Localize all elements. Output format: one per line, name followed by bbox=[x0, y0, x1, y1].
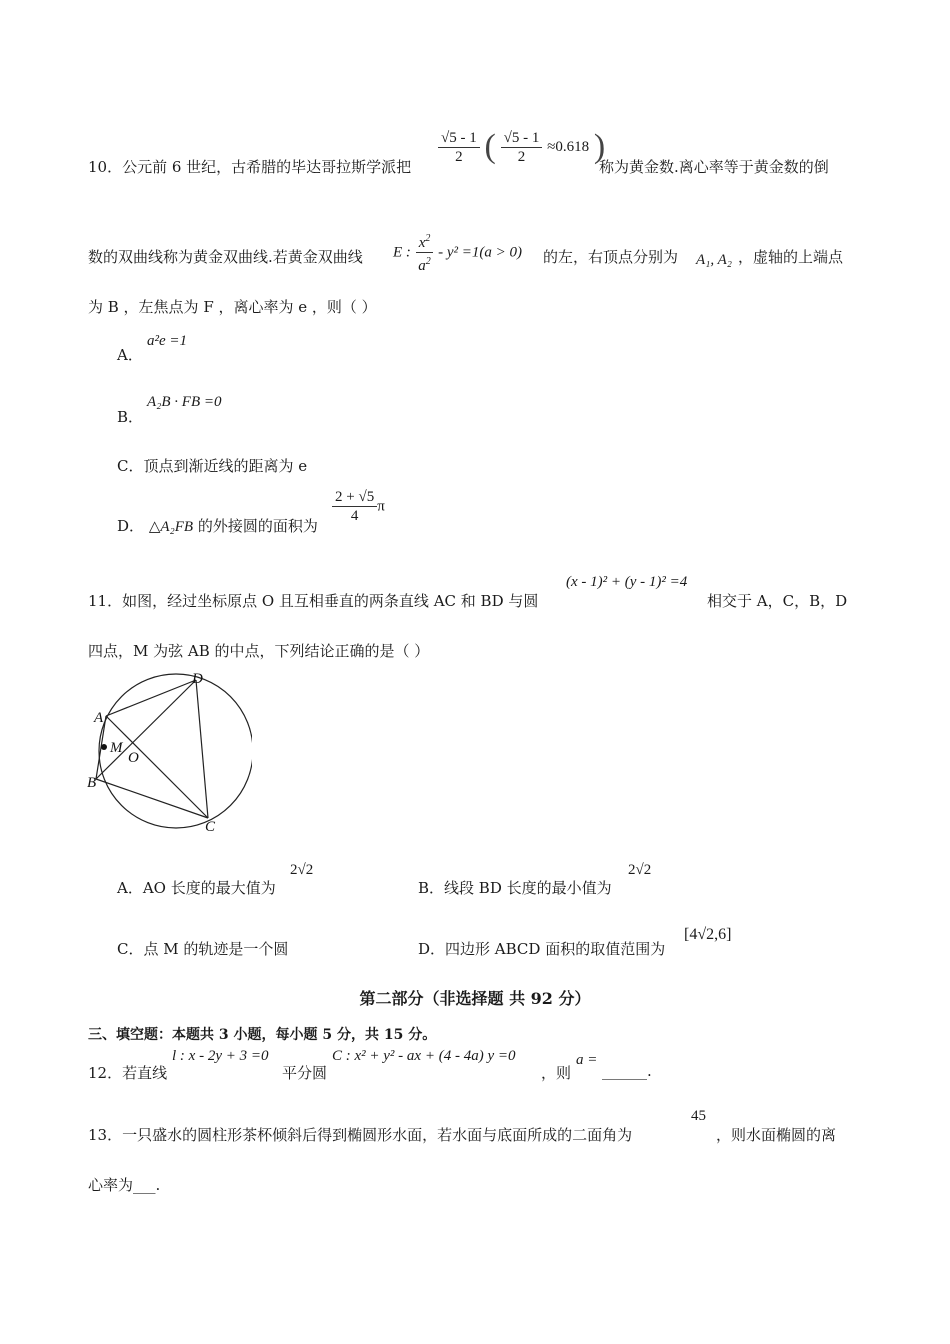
q10-option-d-fraction bbox=[332, 488, 385, 525]
option-label: B． bbox=[117, 408, 144, 426]
option-label: D． bbox=[117, 517, 145, 535]
option-label: A． bbox=[117, 346, 143, 364]
q11-text-1a: 如图，经过坐标原点 O 且互相垂直的两条直线 AC 和 BD 与圆 bbox=[122, 592, 539, 610]
q10-number: 10． bbox=[88, 158, 123, 176]
q12-answer-lhs: a = bbox=[576, 1052, 598, 1068]
q12-line: 12．若直线 bbox=[88, 1064, 168, 1082]
q11-option-b-math: 2√2 bbox=[628, 862, 652, 878]
q10-text-3: 为 B ，左焦点为 F ，离心率为 e ，则（ ） bbox=[88, 298, 377, 316]
q10-option-a-math: a²e =1 bbox=[147, 333, 188, 349]
q11-option-c: C．点 M 的轨迹是一个圆 bbox=[117, 940, 289, 958]
q10-option-b bbox=[117, 406, 143, 427]
label-c: C bbox=[205, 819, 216, 835]
label-a: A bbox=[94, 710, 104, 726]
paren-right: ) bbox=[593, 128, 606, 165]
q10-option-a bbox=[117, 344, 143, 365]
option-text: 顶点到渐近线的距离为 e bbox=[143, 457, 308, 475]
q10-vertices: A₁, A₂ bbox=[696, 252, 732, 268]
line-bd bbox=[96, 680, 196, 779]
hyperbola-fraction: $\frac{x^2}{a^2}$ bbox=[416, 230, 434, 275]
q12-blank: ______. bbox=[602, 1062, 652, 1080]
q11-option-a-math: 2√2 bbox=[290, 862, 314, 878]
label-o: O bbox=[128, 750, 139, 766]
q11-option-d-math: [4√2,6] bbox=[684, 926, 732, 943]
label-d: D bbox=[192, 671, 203, 687]
q12-text-b: 平分圆 bbox=[282, 1064, 328, 1082]
chord-dc bbox=[196, 680, 208, 818]
q12-line-equation: l : x - 2y + 3 =0 bbox=[172, 1048, 269, 1064]
golden-denominator-2: 2 bbox=[517, 148, 526, 165]
q10-text-2a: 数的双曲线称为黄金双曲线.若黄金双曲线 bbox=[88, 248, 363, 266]
golden-fraction-2 bbox=[501, 129, 543, 166]
golden-numerator: √5 - 1 bbox=[438, 129, 480, 148]
frac-numerator: 2 + √5 bbox=[332, 488, 377, 507]
hyperbola-equation bbox=[393, 230, 522, 275]
q13-line2: 心率为___. bbox=[88, 1176, 161, 1194]
q11-text-2: 四点，M 为弦 AB 的中点，下列结论正确的是（ ） bbox=[88, 642, 430, 660]
label-m: M bbox=[110, 740, 123, 756]
golden-denominator: 2 bbox=[455, 148, 463, 165]
golden-approx: ≈0.618 bbox=[547, 139, 590, 155]
q11-option-b: B．线段 BD 长度的最小值为 bbox=[418, 879, 612, 897]
section3-title: 三、填空题：本题共 3 小题，每小题 5 分，共 15 分。 bbox=[88, 1027, 437, 1043]
option-label: C． bbox=[117, 457, 144, 475]
q11-text-1b: 相交于 A，C，B，D bbox=[707, 592, 848, 610]
circle-figure bbox=[84, 668, 252, 836]
paren-left: ( bbox=[484, 128, 496, 165]
golden-numerator-2: √5 - 1 bbox=[501, 129, 543, 148]
q11-option-d: D．四边形 ABCD 面积的取值范围为 bbox=[418, 940, 666, 958]
hyperbola-lhs: E : bbox=[393, 244, 411, 261]
q11-option-a: A．AO 长度的最大值为 bbox=[117, 879, 276, 897]
q10-text-2b: 的左，右顶点分别为 bbox=[543, 248, 679, 266]
label-b: B bbox=[87, 775, 97, 791]
option-text: 的外接圆的面积为 bbox=[197, 517, 318, 535]
q10-text-1b: 称为黄金数.离心率等于黄金数的倒 bbox=[599, 158, 829, 176]
q11-circle-equation: (x - 1)² + (y - 1)² =4 bbox=[566, 574, 688, 590]
q10-option-b-math: A₂B · FB =0 bbox=[147, 394, 222, 410]
q10-option-c bbox=[117, 455, 307, 476]
pi-symbol: π bbox=[377, 498, 385, 515]
point-m bbox=[101, 744, 107, 750]
q10-text-1a: 公元前 6 世纪，古希腊的毕达哥拉斯学派把 bbox=[122, 158, 412, 176]
golden-ratio-expression bbox=[438, 128, 605, 166]
golden-fraction bbox=[438, 129, 480, 166]
chord-bc bbox=[96, 779, 208, 818]
q11-number: 11． bbox=[88, 592, 123, 610]
line-ac bbox=[106, 716, 208, 818]
q13-text-b: ，则水面椭圆的离 bbox=[716, 1126, 837, 1144]
q10-option-d bbox=[117, 515, 318, 536]
part2-title: 第二部分（非选择题 共 92 分） bbox=[359, 989, 591, 1008]
hyperbola-rhs: - y² =1(a > 0) bbox=[438, 244, 523, 261]
q13-line1: 13．一只盛水的圆柱形茶杯倾斜后得到椭圆形水面，若水面与底面所成的二面角为 bbox=[88, 1126, 633, 1144]
q10-text-2c: ，虚轴的上端点 bbox=[738, 248, 844, 266]
q10-line1 bbox=[88, 156, 411, 177]
q12-circle-equation: C : x² + y² - ax + (4 - 4a) y =0 bbox=[332, 1048, 516, 1064]
frac-denominator: 4 bbox=[350, 508, 359, 524]
q12-text-c: ，则 bbox=[541, 1064, 572, 1082]
q13-angle: 45 bbox=[691, 1108, 706, 1124]
q11-line1 bbox=[88, 590, 538, 611]
option-math: △A₂FB bbox=[148, 519, 194, 535]
